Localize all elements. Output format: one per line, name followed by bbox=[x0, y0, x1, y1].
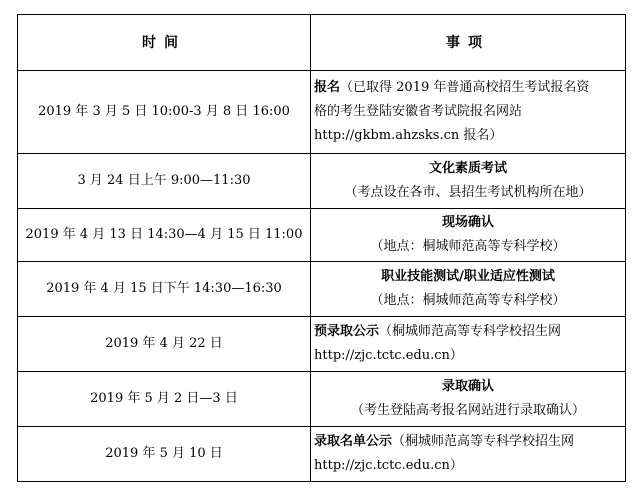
row-item bbox=[311, 209, 626, 262]
table-row bbox=[18, 317, 626, 372]
item-text: （桐城师范高等专科学校招生网 bbox=[392, 434, 575, 449]
item-line-1 bbox=[314, 320, 623, 344]
item-line-2: 格的考生登陆安徽省考试院报名网站 bbox=[314, 104, 523, 119]
row-time: 2019 年 4 月 13 日 14:30—4 月 15 日 11:00 bbox=[18, 209, 311, 262]
row-time: 2019 年 3 月 5 日 10:00-3 月 8 日 16:00 bbox=[18, 71, 311, 154]
table-row bbox=[18, 427, 626, 482]
table-header-row bbox=[18, 15, 626, 71]
item-title: 录取确认 bbox=[441, 379, 494, 394]
item-title: 现场确认 bbox=[441, 215, 494, 230]
item-line-2: http://zjc.tctc.edu.cn） bbox=[314, 458, 463, 473]
item-title: 职业技能测试/职业适应性测试 bbox=[381, 269, 555, 284]
item-line-1 bbox=[314, 430, 623, 454]
row-item bbox=[311, 372, 626, 427]
row-item bbox=[311, 427, 626, 482]
row-item bbox=[311, 154, 626, 209]
table-row bbox=[18, 372, 626, 427]
item-text: （已取得 2019 年普通高校招生考试报名资 bbox=[340, 80, 590, 95]
item-line-3: http://gkbm.ahzsks.cn 报名） bbox=[314, 128, 503, 143]
item-line-2: （地点：桐城师范高等专科学校） bbox=[370, 239, 566, 254]
row-time: 2019 年 5 月 10 日 bbox=[18, 427, 311, 482]
row-item bbox=[311, 71, 626, 154]
schedule-table bbox=[17, 14, 626, 482]
item-text: （桐城师范高等专科学校招生网 bbox=[379, 324, 562, 339]
item-title: 预录取公示 bbox=[314, 324, 380, 339]
item-title: 录取名单公示 bbox=[314, 434, 393, 449]
row-item bbox=[311, 317, 626, 372]
table-row bbox=[18, 262, 626, 317]
row-time: 3 月 24 日上午 9:00—11:30 bbox=[18, 154, 311, 209]
item-title: 报名 bbox=[314, 80, 341, 95]
header-item: 事项 bbox=[311, 15, 626, 71]
row-item bbox=[311, 262, 626, 317]
item-title: 文化素质考试 bbox=[428, 161, 507, 176]
header-time: 时间 bbox=[18, 15, 311, 71]
row-time: 2019 年 4 月 22 日 bbox=[18, 317, 311, 372]
table-row bbox=[18, 71, 626, 154]
item-line-1 bbox=[314, 76, 623, 100]
table-row bbox=[18, 154, 626, 209]
item-line-2: （考点设在各市、县招生考试机构所在地） bbox=[344, 185, 592, 200]
row-time: 2019 年 4 月 15 日下午 14:30—16:30 bbox=[18, 262, 311, 317]
row-time: 2019 年 5 月 2 日—3 日 bbox=[18, 372, 311, 427]
item-line-2: （考生登陆高考报名网站进行录取确认） bbox=[350, 403, 585, 418]
item-line-2: （地点：桐城师范高等专科学校） bbox=[370, 293, 566, 308]
item-line-2: http://zjc.tctc.edu.cn） bbox=[314, 348, 463, 363]
table-row bbox=[18, 209, 626, 262]
